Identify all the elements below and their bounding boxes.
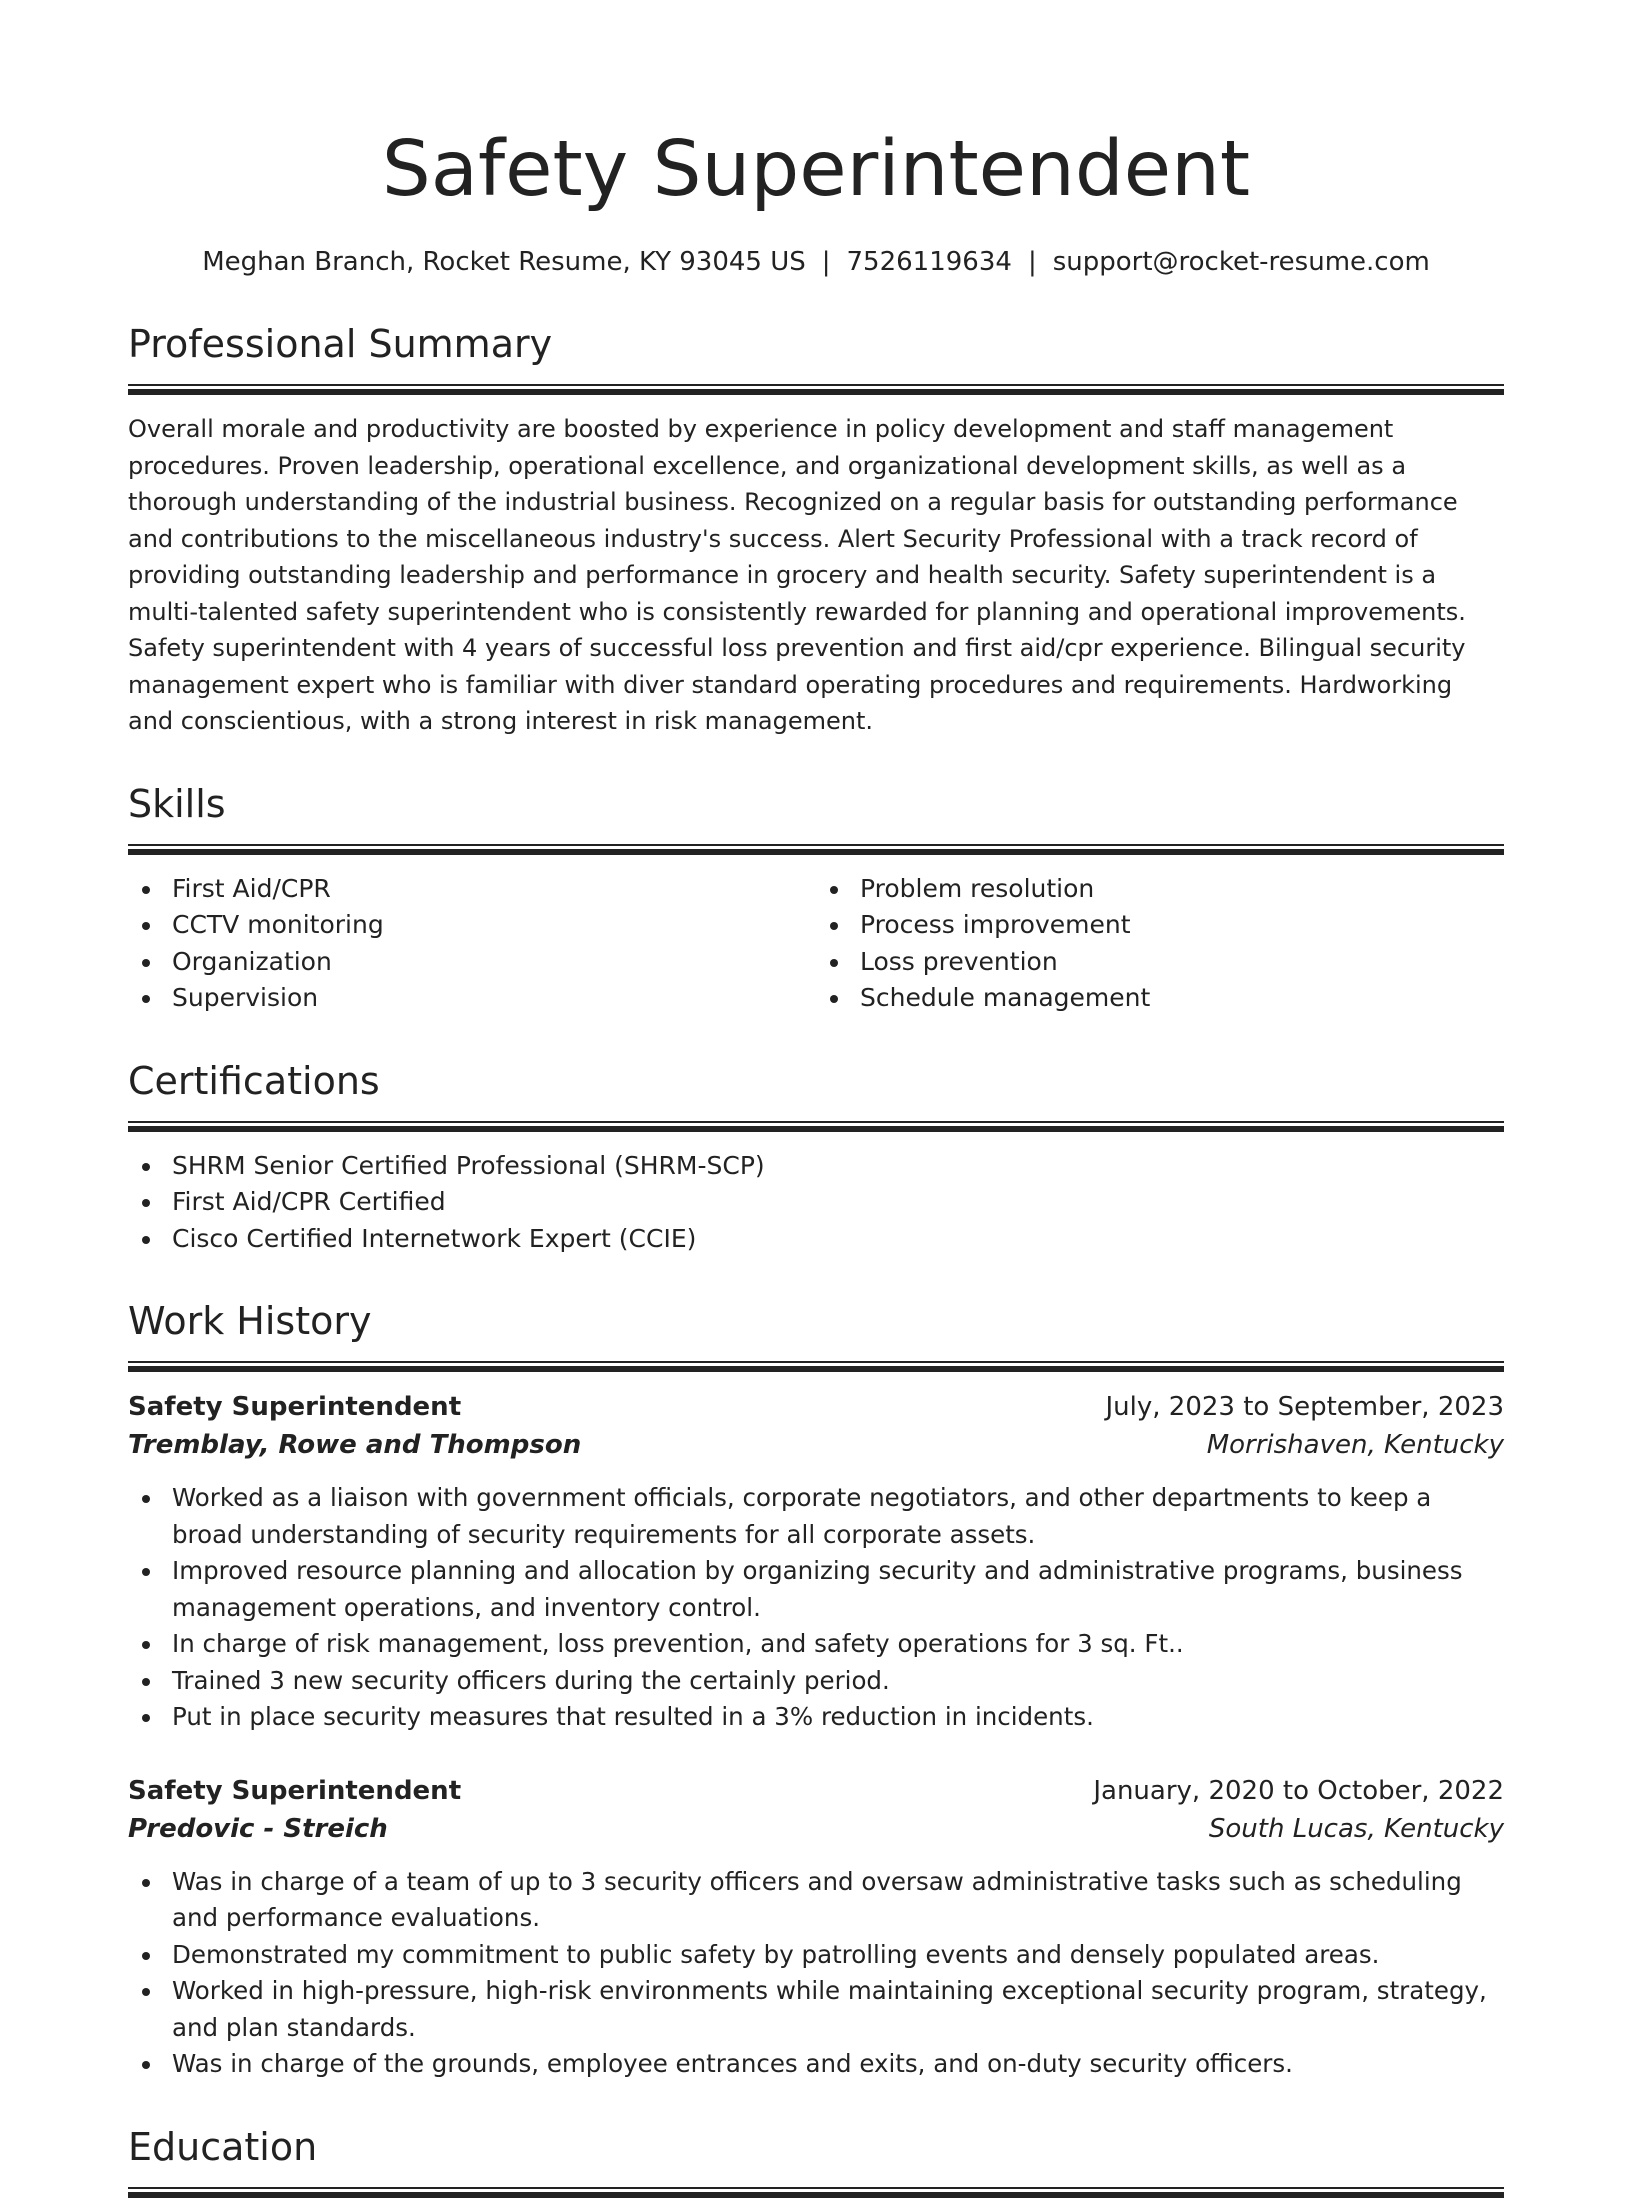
contact-address: Meghan Branch, Rocket Resume, KY 93045 US [202, 247, 806, 277]
job-location: Morrishaven, Kentucky [1206, 1430, 1504, 1460]
education-heading: Education [128, 2124, 318, 2169]
section-divider [128, 2187, 1504, 2196]
summary-text: Overall morale and productivity are boosted by experience in policy development and staff management procedures. Proven leadership, operational excellence, and organizational development skills, as well as a thorough understanding of the industrial business. Recognized on a regular basis for outstanding performance and contributions to the miscellaneous industry's success. Alert Security Professional with a track record of providing outstanding leadership and performance in grocery and health security. Safety superintendent is a multi-talented safety superintendent who is consistently rewarded for planning and operational improvements. Safety superintendent with 4 years of successful loss prevention and first aid/cpr experience. Bilingual security management expert who is familiar with diver standard operating procedures and requirements. Hardworking and conscientious, with a strong interest in risk management. [128, 415, 1466, 735]
skills-heading: Skills [128, 781, 226, 826]
job-bullet: Was in charge of the grounds, employee entrances and exits, and on-duty security officers. [128, 2046, 1504, 2083]
certifications-list [128, 1148, 1504, 1258]
job-entry [128, 1388, 1504, 1736]
section-divider [128, 1121, 1504, 1130]
job-company: Predovic - Streich [128, 1813, 388, 1844]
job-dates: July, 2023 to September, 2023 [1105, 1392, 1504, 1422]
jobs-list [128, 1388, 1504, 2083]
contact-line [128, 244, 1504, 280]
contact-separator: | [1027, 247, 1037, 277]
skills-section [128, 780, 1504, 1017]
job-bullet: Was in charge of a team of up to 3 security officers and oversaw administrative tasks such as scheduling and performance evaluations. [128, 1864, 1504, 1937]
job-company-row [128, 1426, 1504, 1464]
job-company: Tremblay, Rowe and Thompson [128, 1430, 582, 1460]
contact-email: support@rocket-resume.com [1052, 247, 1430, 277]
summary-heading: Professional Summary [128, 322, 553, 366]
job-title: Safety Superintendent [128, 1392, 462, 1422]
certification-item: SHRM Senior Certified Professional (SHRM-SCP) [128, 1148, 1504, 1185]
job-bullet: Demonstrated my commitment to public safety by patrolling events and densely populated areas. [128, 1937, 1504, 1974]
certification-item: Cisco Certified Internetwork Expert (CCIE) [128, 1221, 1504, 1258]
job-bullet: Put in place security measures that resulted in a 3% reduction in incidents. [128, 1699, 1504, 1736]
certifications-section [128, 1057, 1504, 1258]
section-divider [128, 384, 1504, 393]
job-bullet: Worked in high-pressure, high-risk environments while maintaining exceptional security program, strategy, and plan standards. [128, 1973, 1504, 2046]
job-bullet: In charge of risk management, loss prevention, and safety operations for 3 sq. Ft.. [128, 1626, 1504, 1663]
skills-column-right [816, 871, 1504, 1017]
job-header-row [128, 1388, 1504, 1426]
skill-item: Process improvement [816, 907, 1504, 944]
section-divider [128, 844, 1504, 853]
job-dates: January, 2020 to October, 2022 [1093, 1775, 1504, 1806]
summary-section [128, 320, 1504, 740]
job-company-row [128, 1810, 1504, 1848]
contact-phone: 7526119634 [846, 247, 1012, 277]
contact-separator: | [821, 247, 831, 277]
skill-item: Schedule management [816, 980, 1504, 1017]
skill-item: Problem resolution [816, 871, 1504, 908]
job-bullets [128, 1480, 1504, 1736]
skill-item: Loss prevention [816, 944, 1504, 981]
work-history-heading: Work History [128, 1299, 372, 1343]
skill-item: Organization [128, 944, 816, 981]
job-title: Safety Superintendent [128, 1775, 462, 1806]
skills-column-left [128, 871, 816, 1017]
certification-item: First Aid/CPR Certified [128, 1184, 1504, 1221]
resume-title: Safety Superintendent [381, 125, 1251, 214]
job-entry [128, 1772, 1504, 2083]
job-bullet: Improved resource planning and allocation by organizing security and administrative programs, business management operations, and inventory control. [128, 1553, 1504, 1626]
certifications-heading: Certifications [128, 1058, 380, 1103]
job-bullet: Worked as a liaison with government officials, corporate negotiators, and other departments to keep a broad understanding of security requirements for all corporate assets. [128, 1480, 1504, 1553]
skills-list [128, 871, 1504, 1017]
skill-item: First Aid/CPR [128, 871, 816, 908]
education-section [128, 2123, 1504, 2196]
skill-item: CCTV monitoring [128, 907, 816, 944]
job-bullet: Trained 3 new security officers during the certainly period. [128, 1663, 1504, 1700]
skill-item: Supervision [128, 980, 816, 1017]
job-bullets [128, 1864, 1504, 2083]
job-location: South Lucas, Kentucky [1208, 1813, 1504, 1844]
section-divider [128, 1361, 1504, 1370]
job-header-row [128, 1772, 1504, 1810]
work-history-section [128, 1297, 1504, 2083]
